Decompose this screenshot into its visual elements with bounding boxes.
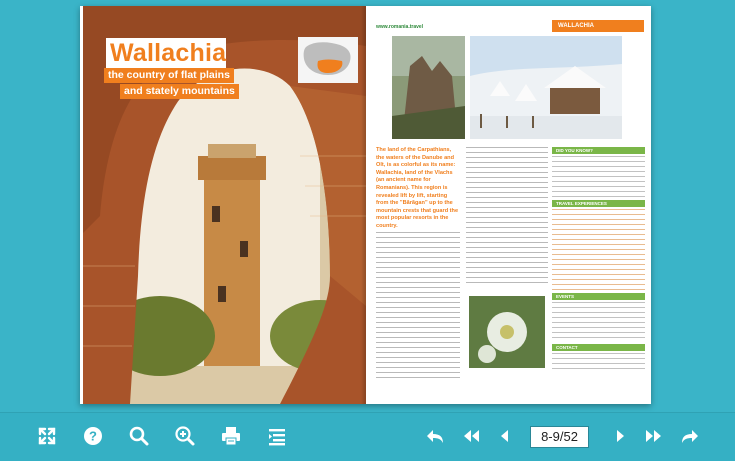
left-page[interactable] (80, 6, 366, 404)
next-page-button[interactable] (606, 422, 634, 450)
help-icon (82, 425, 104, 447)
winter-village-photo (470, 36, 622, 139)
rewind-button[interactable] (457, 422, 485, 450)
page-number-field[interactable]: 8-9/52 (530, 426, 589, 448)
sidebar-text (552, 302, 645, 342)
print-icon (220, 425, 242, 447)
body-column (376, 232, 460, 380)
zoom-in-icon (174, 425, 196, 447)
subtitle-line-2: and stately mountains (120, 84, 239, 99)
fast-forward-button[interactable] (640, 422, 668, 450)
first-page-button[interactable] (421, 422, 449, 450)
sidebar-heading: CONTACT (552, 344, 645, 351)
last-page-button[interactable] (676, 422, 704, 450)
fullscreen-button[interactable] (33, 422, 61, 450)
svg-text:?: ? (89, 428, 97, 444)
table-of-contents-icon (266, 425, 288, 447)
edelweiss-photo (469, 296, 545, 368)
fullscreen-icon (36, 425, 58, 447)
help-button[interactable] (79, 422, 107, 450)
site-url: www.romania.travel (376, 24, 424, 30)
section-tab: WALLACHIA (552, 20, 644, 32)
previous-page-button[interactable] (491, 422, 519, 450)
subtitle-line-1: the country of flat plains (104, 68, 234, 83)
romania-map-icon (298, 37, 358, 83)
body-column (466, 147, 548, 287)
zoom-button[interactable] (171, 422, 199, 450)
next-page-icon (609, 425, 631, 447)
right-page[interactable] (366, 6, 651, 404)
viewer-toolbar (0, 412, 735, 461)
first-page-icon (424, 425, 446, 447)
fast-forward-icon (643, 425, 665, 447)
previous-page-icon (494, 425, 516, 447)
sidebar-text (552, 353, 645, 371)
sidebar-heading: DID YOU KNOW? (552, 147, 645, 154)
article-title: Wallachia (110, 39, 227, 67)
info-sidebar (552, 147, 645, 377)
sidebar-text (552, 209, 645, 291)
rock-formation-photo (392, 36, 465, 139)
lead-paragraph: The land of the Carpathians, the waters of the Danube and Olt, is as colorful as its name: Wallachia, land of the Vlachs (an ancient name for Romanians). This region is revealed lift by lift, starting from the "Bărăgan" up to the mountain crests that guard the most popular resorts in the country. (376, 147, 459, 229)
rewind-icon (460, 425, 482, 447)
sidebar-heading: EVENTS (552, 293, 645, 300)
last-page-icon (679, 425, 701, 447)
search-button[interactable] (125, 422, 153, 450)
toc-button[interactable] (263, 422, 291, 450)
search-icon (128, 425, 150, 447)
print-button[interactable] (217, 422, 245, 450)
sidebar-text (552, 156, 645, 198)
book-spread[interactable] (80, 6, 651, 404)
sidebar-heading: TRAVEL EXPERIENCES (552, 200, 645, 207)
